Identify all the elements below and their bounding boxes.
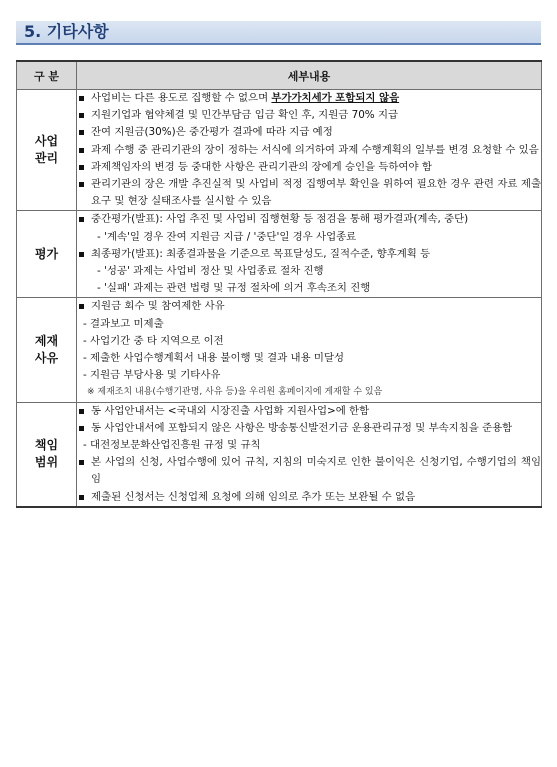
square-bullet-icon — [79, 113, 84, 118]
square-bullet-icon — [79, 252, 84, 257]
item-text: 과제책임자의 변경 등 중대한 사항은 관리기관의 장에게 승인을 득하여야 함 — [91, 160, 432, 173]
section-title: 5. 기타사항 — [24, 22, 109, 41]
square-bullet-icon — [79, 409, 84, 414]
bullet-item — [77, 159, 541, 176]
bullet-item — [77, 124, 541, 141]
bullet-item — [77, 403, 541, 420]
details-table — [16, 60, 542, 508]
sub-item — [77, 229, 541, 246]
bullet-item — [77, 489, 541, 506]
sub-item — [77, 350, 541, 367]
item-emphasis: 부가가치세가 포함되지 않음 — [271, 92, 400, 104]
bullet-item — [77, 142, 541, 159]
item-text: 지원금 회수 및 참여제한 사유 — [91, 300, 225, 313]
row-category: 사업 관리 — [17, 90, 77, 211]
bullet-item — [77, 90, 541, 107]
square-bullet-icon — [79, 165, 84, 170]
note-item — [77, 384, 541, 401]
square-bullet-icon — [79, 130, 84, 135]
square-bullet-icon — [79, 426, 84, 431]
square-bullet-icon — [79, 460, 84, 465]
sub-item — [77, 367, 541, 384]
item-text: 최종평가(발표): 최종결과물을 기준으로 목표달성도, 질적수준, 향후계획 등 — [91, 247, 431, 260]
table-row-business-management — [17, 90, 542, 211]
square-bullet-icon — [79, 148, 84, 153]
sub-item — [77, 280, 541, 297]
item-text: 잔여 지원금(30%)은 중간평가 결과에 따라 지급 예정 — [91, 126, 333, 139]
table-header-row — [17, 61, 542, 90]
row-content — [77, 298, 542, 402]
sub-item — [77, 333, 541, 350]
square-bullet-icon — [79, 304, 84, 309]
bullet-item — [77, 298, 541, 315]
square-bullet-icon — [79, 495, 84, 500]
bullet-item — [77, 454, 541, 488]
item-text: - 제출한 사업수행계획서 내용 불이행 및 결과 내용 미달성 — [83, 352, 345, 365]
content-list — [77, 403, 541, 506]
item-text: 관리기관의 장은 개발 추진실적 및 사업비 적정 집행여부 확인을 위하여 필요한 경우 관련 자료 제출요구 및 현장 실태조사를 실시할 수 있음 — [91, 178, 541, 208]
item-text: - '성공' 과제는 사업비 정산 및 사업종료 절차 진행 — [97, 265, 324, 278]
item-text: - 결과보고 미제출 — [83, 317, 164, 330]
item-text: 동 사업안내서에 포함되지 않은 사항은 방송통신발전기금 운용관리규정 및 부속지침을 준용함 — [91, 421, 513, 434]
item-text: 중간평가(발표): 사업 추진 및 사업비 집행현황 등 점검을 통해 평가결과(계속, 중단) — [91, 213, 469, 226]
row-content — [77, 211, 542, 298]
item-text: - 지원금 부당사용 및 기타사유 — [83, 369, 221, 382]
section-header — [16, 21, 541, 45]
square-bullet-icon — [79, 96, 84, 101]
square-bullet-icon — [79, 217, 84, 222]
content-list — [77, 211, 541, 297]
bullet-item — [77, 420, 541, 437]
row-category: 평가 — [17, 211, 77, 298]
item-text: - 사업기간 중 타 지역으로 이전 — [83, 334, 224, 347]
row-content — [77, 90, 542, 211]
bullet-item — [77, 107, 541, 124]
item-text: 지원기업과 협약체결 및 민간부담금 입금 확인 후, 지원금 70% 지급 — [91, 109, 399, 122]
sub-item — [77, 437, 541, 454]
item-text: 제출된 신청서는 신청업체 요청에 의해 임의로 추가 또는 보완될 수 없음 — [91, 490, 416, 503]
item-text: - '계속'일 경우 잔여 지원금 지급 / '중단'일 경우 사업종료 — [97, 230, 357, 243]
item-text: - '실패' 과제는 관련 법령 및 규정 절차에 의거 후속조치 진행 — [97, 282, 371, 295]
header-content: 세부내용 — [77, 61, 542, 90]
bullet-item — [77, 176, 541, 210]
bullet-item — [77, 211, 541, 228]
square-bullet-icon — [79, 182, 84, 187]
item-text: 본 사업의 신청, 사업수행에 있어 규칙, 지침의 미숙지로 인한 불이익은 신청기업, 수행기업의 책임임 — [91, 456, 541, 486]
bullet-item — [77, 246, 541, 263]
sub-item — [77, 316, 541, 333]
row-category: 책임 범위 — [17, 402, 77, 507]
item-text: 사업비는 다른 용도로 집행할 수 없으며 — [91, 92, 272, 104]
row-content — [77, 402, 542, 507]
item-text: ※ 제재조치 내용(수행기관명, 사유 등)을 우리원 홈페이지에 게재할 수 있음 — [87, 387, 383, 398]
row-category: 제재 사유 — [17, 298, 77, 402]
item-text: - 대전정보문화산업진흥원 규정 및 규칙 — [83, 439, 261, 452]
sub-item — [77, 263, 541, 280]
content-list — [77, 298, 541, 401]
item-text: 동 사업안내서는 <국내외 시장진출 사업화 지원사업>에 한함 — [91, 404, 370, 417]
table-row-scope-of-responsibility — [17, 402, 542, 507]
content-list — [77, 90, 541, 210]
header-category: 구 분 — [17, 61, 77, 90]
table-row-evaluation — [17, 211, 542, 298]
table-row-sanction-reasons — [17, 298, 542, 402]
item-text: 과제 수행 중 관리기관의 장이 정하는 서식에 의거하여 과제 수행계획의 일부를 변경 요청할 수 있음 — [91, 143, 539, 156]
